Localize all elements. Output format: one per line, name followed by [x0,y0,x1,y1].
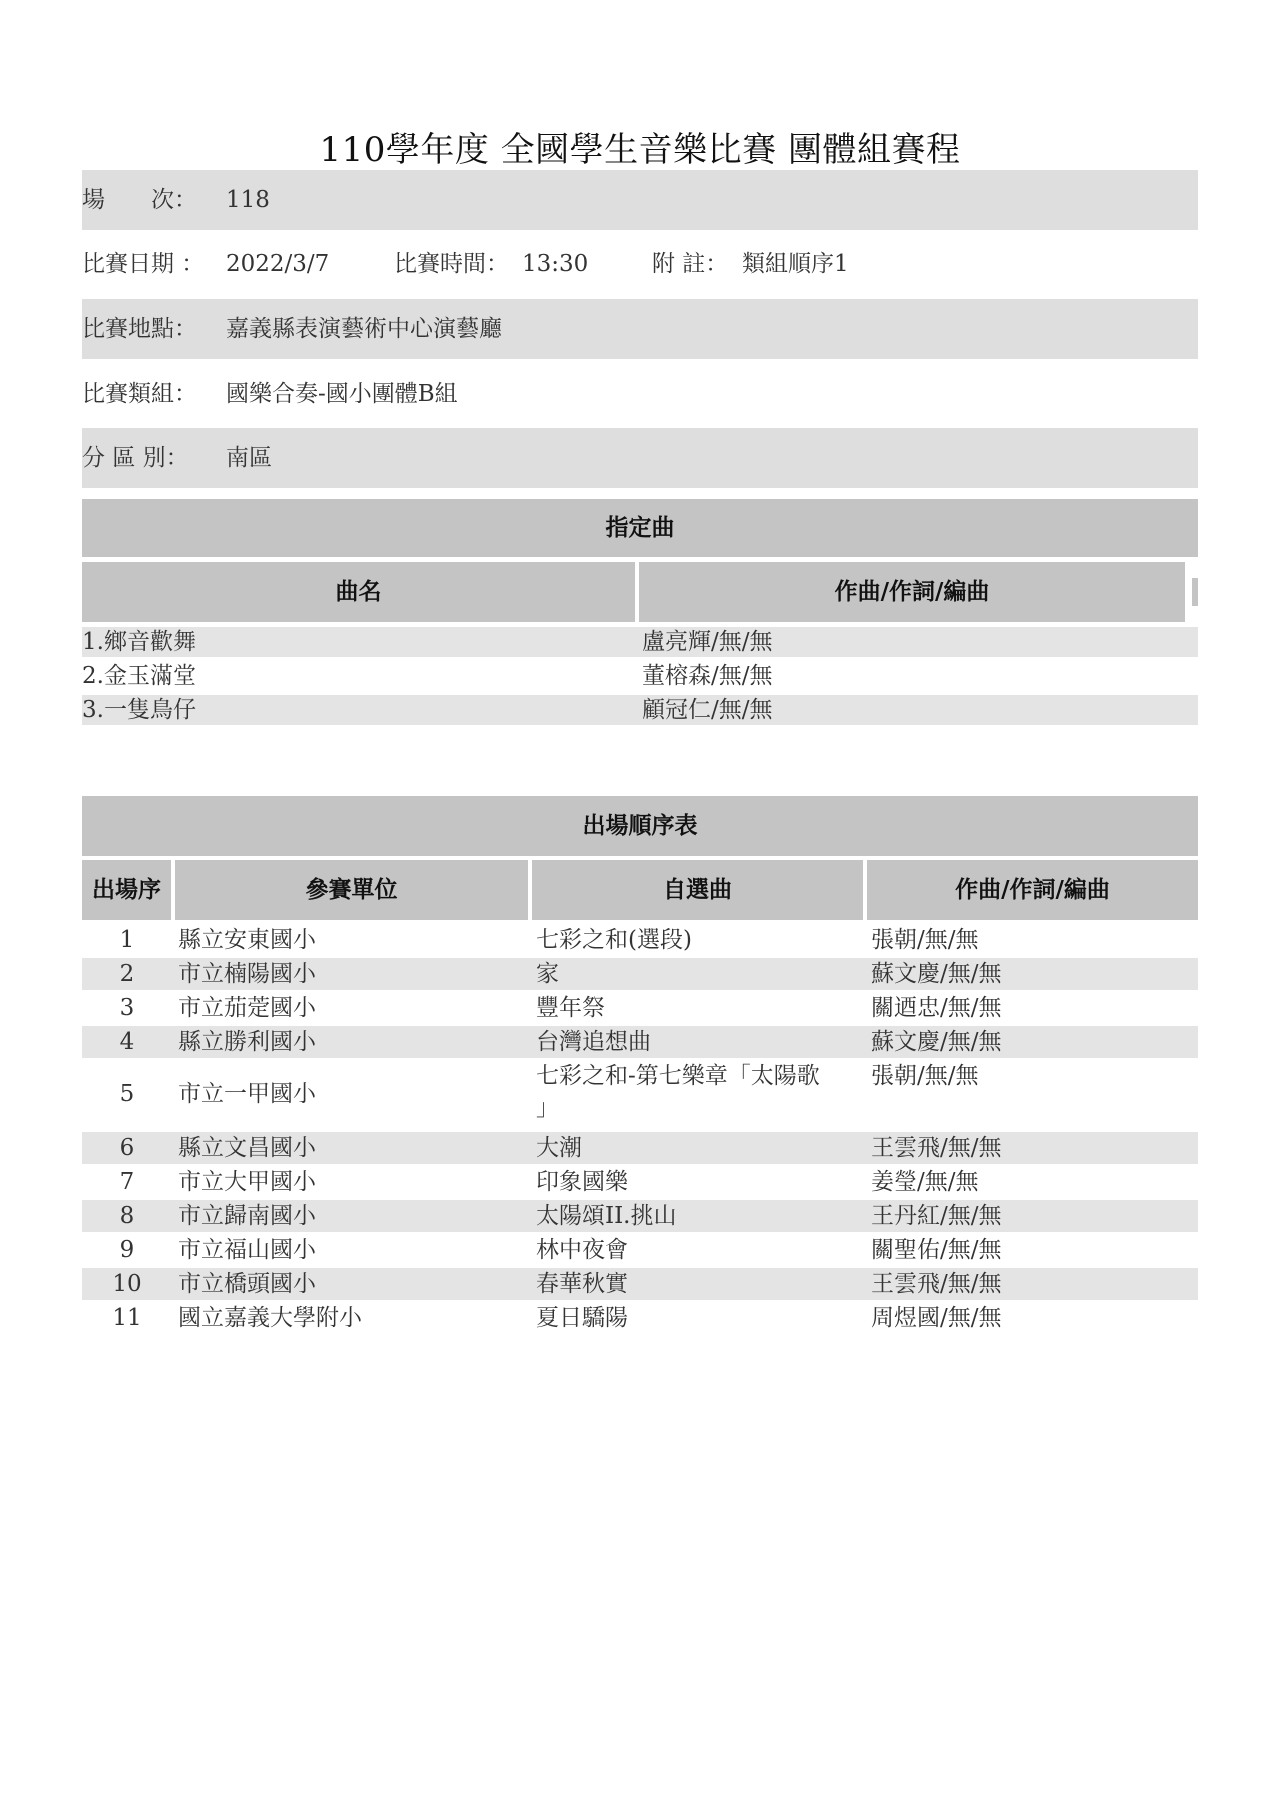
order-no: 7 [119,1169,135,1195]
order-row [82,992,1198,1024]
order-row [82,958,1198,990]
assigned-composer: 盧亮輝/無/無 [642,629,773,655]
order-composer: 關迺忠/無/無 [871,995,1002,1021]
order-no: 8 [119,1203,135,1229]
order-piece: 七彩之和(選段) [536,927,692,953]
district-value: 南區 [226,445,272,471]
order-col-composer: 作曲/作詞/編曲 [867,860,1198,920]
order-composer: 張朝/無/無 [871,1063,979,1089]
order-no: 11 [112,1305,142,1331]
order-col-unit: 參賽單位 [175,860,528,920]
order-no: 9 [119,1237,135,1263]
assigned-col-composer: 作曲/作詞/編曲 [639,562,1185,622]
assigned-composer: 顧冠仁/無/無 [642,697,773,723]
order-composer: 王雲飛/無/無 [871,1271,1002,1297]
order-piece: 印象國樂 [536,1169,628,1195]
order-no: 5 [119,1081,135,1107]
order-unit: 市立福山國小 [178,1237,316,1263]
order-piece: 林中夜會 [536,1237,628,1263]
order-row [82,1166,1198,1198]
assigned-title: 1.鄉音歡舞 [82,629,196,655]
order-piece: 家 [536,961,559,987]
order-col-piece: 自選曲 [532,860,863,920]
order-row [82,1026,1198,1058]
order-no: 2 [119,961,135,987]
order-piece: 豐年祭 [536,995,605,1021]
assigned-row [82,627,1198,657]
info-session-row [82,170,1198,230]
order-composer: 周煜國/無/無 [871,1305,1002,1331]
order-no: 6 [119,1135,135,1161]
time-label: 比賽時間： [394,251,509,277]
assigned-row [82,661,1198,691]
order-row [82,1060,1198,1128]
assigned-row [82,695,1198,725]
info-datetime-row [82,234,1198,294]
order-piece-continued: 」 [536,1095,559,1121]
order-unit: 市立楠陽國小 [178,961,316,987]
order-composer: 張朝/無/無 [871,927,979,953]
order-composer: 王雲飛/無/無 [871,1135,1002,1161]
order-no: 4 [119,1029,135,1055]
venue-label: 比賽地點： [82,316,197,342]
order-unit: 縣立勝利國小 [178,1029,316,1055]
order-composer: 王丹紅/無/無 [871,1203,1002,1229]
order-unit: 縣立安東國小 [178,927,316,953]
order-row [82,1132,1198,1164]
order-row [82,1200,1198,1232]
order-composer: 關聖佑/無/無 [871,1237,1002,1263]
assigned-col-title: 曲名 [82,562,635,622]
category-value: 國樂合奏-國小團體B組 [226,381,458,407]
order-row [82,1302,1198,1334]
info-district-row [82,428,1198,488]
date-value: 2022/3/7 [226,251,330,277]
order-unit: 市立橋頭國小 [178,1271,316,1297]
order-row [82,1268,1198,1300]
assigned-composer: 董榕森/無/無 [642,663,773,689]
venue-value: 嘉義縣表演藝術中心演藝廳 [226,316,502,342]
order-no: 3 [119,995,135,1021]
assigned-title: 2.金玉滿堂 [82,663,196,689]
order-col-no: 出場序 [82,860,171,920]
order-piece: 春華秋實 [536,1271,628,1297]
order-piece: 太陽頌II.挑山 [536,1203,677,1229]
order-composer: 姜瑩/無/無 [871,1169,979,1195]
order-no: 10 [112,1271,142,1297]
order-piece: 大潮 [536,1135,582,1161]
date-label: 比賽日期 ： [82,251,205,277]
assigned-title: 3.一隻鳥仔 [82,697,196,723]
page-title: 110學年度 全國學生音樂比賽 團體組賽程 [319,130,961,170]
assigned-pieces-heading: 指定曲 [82,499,1198,557]
time-value: 13:30 [522,251,589,277]
order-unit: 市立歸南國小 [178,1203,316,1229]
info-venue-row [82,299,1198,359]
district-label: 分 區 別： [82,445,189,471]
session-label: 場 次： [82,187,197,213]
order-row [82,1234,1198,1266]
order-unit: 市立大甲國小 [178,1169,316,1195]
order-piece: 台灣追想曲 [536,1029,651,1055]
info-category-row [82,364,1198,424]
order-piece: 七彩之和-第七樂章「太陽歌 [536,1063,820,1089]
note-label: 附 註： [652,251,729,277]
order-composer: 蘇文慶/無/無 [871,1029,1002,1055]
order-unit: 縣立文昌國小 [178,1135,316,1161]
session-value: 118 [226,187,270,213]
category-label: 比賽類組： [82,381,197,407]
order-piece: 夏日驕陽 [536,1305,628,1331]
order-heading: 出場順序表 [82,796,1198,856]
assigned-header-edge [1192,578,1198,606]
order-row [82,924,1198,956]
order-unit: 市立一甲國小 [178,1081,316,1107]
order-composer: 蘇文慶/無/無 [871,961,1002,987]
order-no: 1 [119,927,135,953]
order-unit: 市立茄萣國小 [178,995,316,1021]
note-value: 類組順序1 [742,251,849,277]
order-unit: 國立嘉義大學附小 [178,1305,362,1331]
